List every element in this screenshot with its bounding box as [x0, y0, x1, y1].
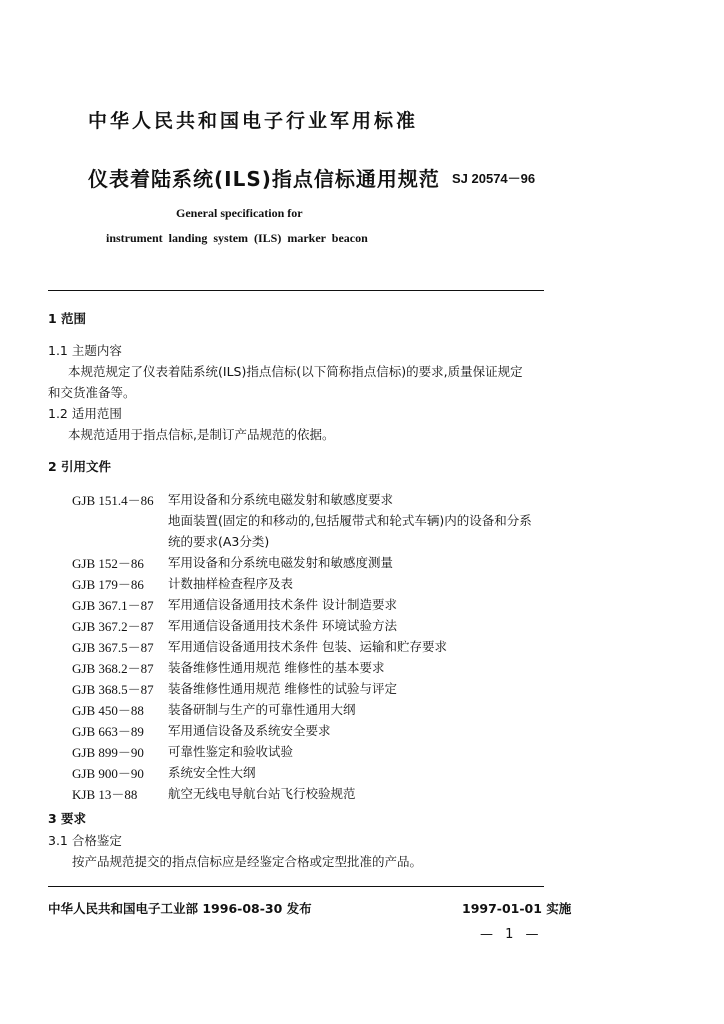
reference-code: GJB 450－88: [72, 703, 144, 718]
reference-title: 军用通信设备通用技术条件 设计制造要求: [168, 597, 397, 612]
section-3-1-heading: 3.1 合格鉴定: [48, 833, 122, 848]
reference-code: GJB 151.4－86: [72, 493, 154, 508]
issue-date: 中华人民共和国电子工业部 1996-08-30 发布: [48, 901, 312, 916]
reference-title: 装备维修性通用规范 维修性的基本要求: [168, 660, 385, 675]
page-number: — 1 —: [480, 927, 543, 942]
section-1-1-text: 本规范规定了仪表着陆系统(ILS)指点信标(以下简称指点信标)的要求,质量保证规定: [68, 364, 523, 379]
reference-title: 军用设备和分系统电磁发射和敏感度要求: [168, 492, 394, 507]
reference-code: GJB 900－90: [72, 766, 144, 781]
top-divider: [48, 290, 544, 291]
bottom-divider: [48, 886, 544, 887]
english-title-line-1: General specification for: [176, 206, 303, 220]
effective-date: 1997-01-01 实施: [462, 901, 572, 916]
reference-code: GJB 152－86: [72, 556, 144, 571]
reference-code: GJB 179－86: [72, 577, 144, 592]
reference-title: 军用通信设备通用技术条件 包装、运输和贮存要求: [168, 639, 447, 654]
section-2-heading: 2 引用文件: [48, 459, 112, 474]
reference-code: GJB 367.2－87: [72, 619, 154, 634]
english-title-line-2: instrument landing system (ILS) marker beacon: [106, 231, 368, 245]
reference-title: 可靠性鉴定和验收试验: [168, 744, 294, 759]
reference-title: 军用通信设备及系统安全要求: [168, 723, 331, 738]
reference-code: GJB 663－89: [72, 724, 144, 739]
reference-title-cont: 地面装置(固定的和移动的,包括履带式和轮式车辆)内的设备和分系: [168, 513, 532, 528]
section-1-2-text: 本规范适用于指点信标,是制订产品规范的依据。: [68, 427, 335, 442]
reference-code: GJB 367.1－87: [72, 598, 154, 613]
reference-code: GJB 368.5－87: [72, 682, 154, 697]
reference-title: 系统安全性大纲: [168, 765, 256, 780]
reference-code: GJB 367.5－87: [72, 640, 154, 655]
reference-title-cont: 统的要求(A3分类): [168, 534, 270, 549]
reference-title: 计数抽样检查程序及表: [168, 576, 294, 591]
reference-title: 军用通信设备通用技术条件 环境试验方法: [168, 618, 397, 633]
section-1-1-heading: 1.1 主题内容: [48, 343, 122, 358]
reference-code: GJB 368.2－87: [72, 661, 154, 676]
reference-code: GJB 899－90: [72, 745, 144, 760]
reference-title: 军用设备和分系统电磁发射和敏感度测量: [168, 555, 394, 570]
section-1-2-heading: 1.2 适用范围: [48, 406, 122, 421]
reference-title: 装备维修性通用规范 维修性的试验与评定: [168, 681, 397, 696]
section-1-heading: 1 范围: [48, 311, 87, 326]
section-3-heading: 3 要求: [48, 811, 87, 826]
reference-title: 航空无线电导航台站飞行校验规范: [168, 786, 356, 801]
document-title: 仪表着陆系统(ILS)指点信标通用规范: [88, 167, 440, 191]
standard-code: SJ 20574－96: [452, 171, 536, 186]
section-1-1-text-cont: 和交货准备等。: [48, 385, 136, 400]
reference-title: 装备研制与生产的可靠性通用大纲: [168, 702, 356, 717]
section-3-1-text: 按产品规范提交的指点信标应是经鉴定合格或定型批准的产品。: [72, 854, 423, 869]
standard-category: 中华人民共和国电子行业军用标准: [88, 110, 419, 132]
reference-code: KJB 13－88: [72, 787, 138, 802]
